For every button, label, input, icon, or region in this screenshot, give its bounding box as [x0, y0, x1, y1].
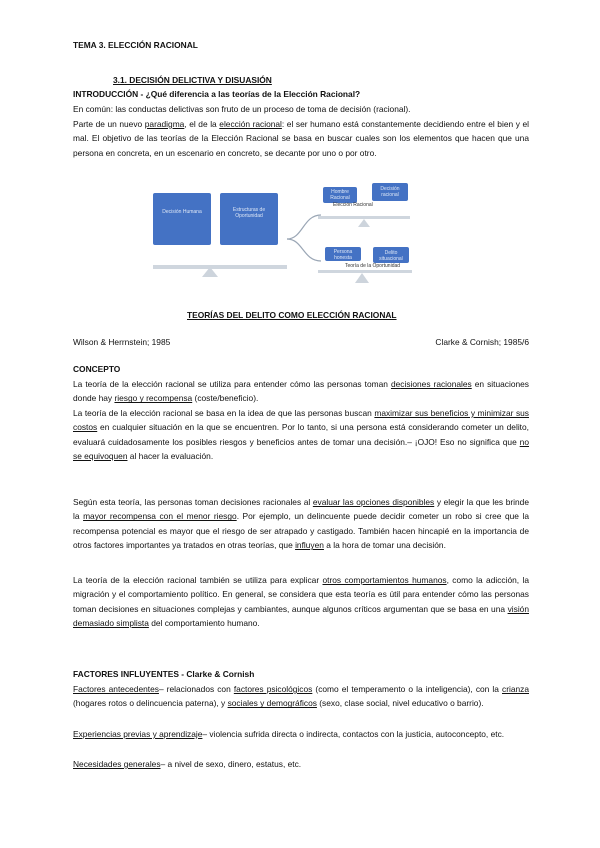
factor-necesidades: Necesidades generales– a nivel de sexo, dinero, estatus, etc. [73, 759, 302, 769]
author-wilson-herrnstein: Wilson & Herrnstein; 1985 [73, 337, 171, 347]
box-opportunity-structures: Estructuras de Oportunidad [220, 193, 278, 245]
label-opportunity-theory: Teoría de la Oportunidad [345, 263, 401, 269]
box-rational-decision: Decisión racional [372, 183, 408, 201]
document-title: TEMA 3. ELECCIÓN RACIONAL [73, 40, 198, 50]
box-rational-man: Hombre Racional [323, 187, 357, 203]
concepto-paragraph-4: La teoría de la elección racional también se utiliza para explicar otros comportamientos humanos, como la adicción, la migración y el comportamiento político. En general, se considera que esta teoría es útil para entender cómo las personas toman decisiones en situaciones complejas y cambiantes, aunque algunos críticos argumentan que se basa en una visión demasiado simplista del comportamiento humano. [73, 575, 530, 629]
factores-heading: FACTORES INFLUYENTES - Clarke & Cornish [73, 669, 255, 679]
concepto-paragraph-1: La teoría de la elección racional se utiliza para entender cómo las personas toman decisiones racionales en situaciones donde hay riesgo y recompensa (coste/beneficio). [73, 379, 529, 404]
intro-paragraph-2: Parte de un nuevo paradigma, el de la elección racional: el ser humano está constantemente decidiendo entre el bien y el mal. El objetivo de las teorías de la Elección Racional se basa en buscar cuales son los elementos que hacen que una persona en concreta, en un escenario en concreto, se decante por uno o por otro. [73, 119, 529, 158]
concepto-paragraph-3: Según esta teoría, las personas toman decisiones racionales al evaluar las opciones disponibles y elegir la que les brinde la mayor recompensa con el menor riesgo. Por ejemplo, un delincuente puede decidir cometer un robo si cree que la recompensa potencial es mayor que el riesgo de ser atrapado y castigado. También hacen hincapié en la importancia de otros factores importantes ya tratados en otras teorías, que influyen a la hora de tomar una decisión. [73, 497, 529, 551]
factor-antecedentes: Factores antecedentes– relacionados con factores psicológicos (como el temperamento o la inteligencia), con la crianza (hogares rotos o delincuencia paterna), y sociales y demográficos (sexo, clase social, nivel educativo o barrio). [73, 684, 529, 709]
author-clarke-cornish: Clarke & Cornish; 1985/6 [435, 337, 529, 347]
intro-label: INTRODUCCIÓN - ¿Qué diferencia a las teorías de la Elección Racional? [73, 89, 361, 99]
intro-paragraph-1: En común: las conductas delictivas son fruto de un proceso de toma de decisión (racional). [73, 104, 411, 114]
factor-experiencias: Experiencias previas y aprendizaje– violencia sufrida directa o indirecta, contactos con la justicia, autoconcepto, etc. [73, 729, 505, 739]
concepto-paragraph-2: La teoría de la elección racional se basa en la idea de que las personas buscan maximizar sus beneficios y minimizar sus costos en cualquier situación en la que se encuentren. Por lo tanto, si una persona está considerando cometer un delito, evaluará cuidadosamente los posibles riesgos y beneficios antes de tomar una decisión.– ¡OJO! Eso no significa que no se equivoquen al hacer la evaluación. [73, 408, 529, 462]
theories-heading: TEORÍAS DEL DELITO COMO ELECCIÓN RACIONAL [187, 310, 397, 320]
box-human-decision: Decisión Humana [153, 193, 211, 245]
section-heading: 3.1. DECISIÓN DELICTIVA Y DISUASIÓN [113, 75, 272, 85]
box-situational-crime: Delito situacional [373, 247, 409, 263]
concepto-heading: CONCEPTO [73, 364, 121, 374]
label-rational-choice: Elección Racional [333, 202, 373, 208]
box-honest-person: Persona honesta [325, 247, 361, 261]
rational-choice-figure [153, 183, 483, 291]
